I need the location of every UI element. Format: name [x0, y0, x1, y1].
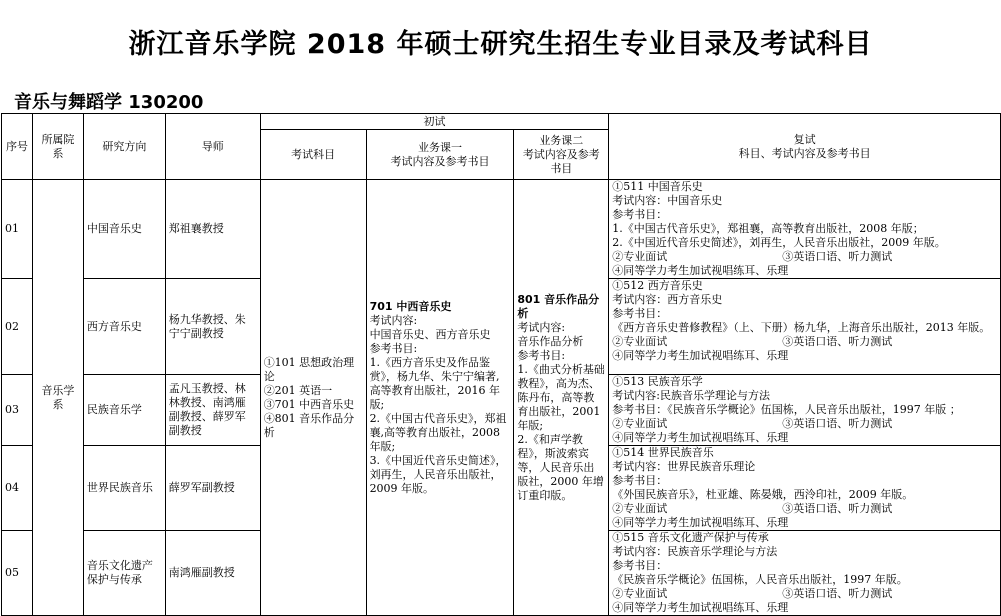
fushi-line: 考试内容:民族音乐学理论与方法: [612, 389, 770, 402]
header-dept: 所属院系: [32, 114, 83, 180]
fushi-line: 参考书目：《民族音乐学概论》伍国栋，人民音乐出版社，1997 年版 ；: [612, 403, 961, 416]
page-title: 浙江音乐学院 2018 年硕士研究生招生专业目录及考试科目: [128, 29, 873, 60]
fushi-line: ①513 民族音乐学: [612, 375, 703, 388]
fushi-line: 考试内容：世界民族音乐理论: [612, 460, 756, 473]
header-subjects: 考试科目: [260, 130, 366, 180]
fushi-line: 1.《中国古代音乐史》，郑祖襄，高等教育出版社，2008 年版；: [612, 222, 924, 235]
fushi-oral: ②专业面试: [612, 587, 668, 600]
course1-title: 701 中西音乐史: [369, 299, 452, 313]
row-advisor: 郑祖襄教授: [165, 180, 260, 279]
row-advisor: 杨九华教授、朱宁宁副教授: [165, 279, 260, 375]
fushi-line: ①514 世界民族音乐: [612, 446, 714, 459]
course1-body: 考试内容: 中国音乐史、西方音乐史 参考书目: 1.《西方音乐史及作品鉴赏》，杨九华、朱宁宁编著,高等教育出版社，2016 年版; 2.《中国古代音乐史》，郑祖襄,高等教育出版社，2008 年版; 3.《中国近代音乐史简述》，刘再生，人民音乐出版社，2009 年版。: [369, 313, 507, 495]
fushi-oral: ②专业面试: [612, 502, 668, 515]
row-fushi: [609, 531, 1001, 616]
row-fushi: [609, 279, 1001, 375]
fushi-line: 《西方音乐史普修教程》（上、下册）杨九华，上海音乐出版社，2013 年版。: [612, 321, 991, 334]
fushi-line: ④同等学力考生加试视唱练耳、乐理: [612, 516, 789, 529]
fushi-oral: ②专业面试: [612, 417, 668, 430]
row-direction: 中国音乐史: [83, 180, 165, 279]
header-fushi: 复试 科目、考试内容及参考书目: [609, 114, 1001, 180]
row-seq: 03: [2, 375, 33, 446]
fushi-line: 参考书目：: [612, 474, 668, 487]
fushi-line: 考试内容：中国音乐史: [612, 194, 723, 207]
row-seq: 01: [2, 180, 33, 279]
fushi-line: ④同等学力考生加试视唱练耳、乐理: [612, 264, 789, 277]
fushi-line: ①515 音乐文化遗产保护与传承: [612, 531, 769, 544]
header-seq: 序号: [2, 114, 33, 180]
fushi-line: ④同等学力考生加试视唱练耳、乐理: [612, 431, 789, 444]
course2-body: 考试内容: 音乐作品分析 参考书目: 1.《曲式分析基础教程》，高为杰、陈丹布，高等教育出版社，2001 年版; 2.《和声学教程》，斯波索宾等，人民音乐出版社，2000 年增订重印版。: [517, 320, 605, 502]
row-seq: 04: [2, 446, 33, 531]
table-row: [2, 180, 1001, 279]
fushi-line: 考试内容：西方音乐史: [612, 293, 723, 306]
fushi-line: 参考书目：: [612, 559, 668, 572]
row-direction: 音乐文化遗产保护与传承: [83, 531, 165, 616]
fushi-english: ③英语口语、听力测试: [782, 250, 893, 263]
row-direction: 世界民族音乐: [83, 446, 165, 531]
header-course2: 业务课二 考试内容及参考书目: [514, 130, 609, 180]
fushi-oral: ②专业面试: [612, 250, 668, 263]
fushi-oral: ②专业面试: [612, 335, 668, 348]
course2-title: 801 音乐作品分析: [517, 292, 600, 320]
fushi-line: 《民族音乐学概论》伍国栋，人民音乐出版社，1997 年版。: [612, 573, 908, 586]
exam-subjects-cell: ①101 思想政治理论 ②201 英语一 ③701 中西音乐史 ④801 音乐作品分析: [260, 180, 366, 616]
fushi-line: 参考书目：: [612, 307, 668, 320]
header-chushi: 初试: [260, 114, 609, 130]
fushi-line: ④同等学力考生加试视唱练耳、乐理: [612, 349, 789, 362]
row-fushi: [609, 446, 1001, 531]
row-advisor: 南鸿雁副教授: [165, 531, 260, 616]
fushi-line: 参考书目：: [612, 208, 668, 221]
major-heading: 音乐与舞蹈学 130200: [14, 92, 204, 113]
fushi-english: ③英语口语、听力测试: [782, 587, 893, 600]
fushi-english: ③英语口语、听力测试: [782, 502, 893, 515]
course1-cell: [366, 180, 514, 616]
row-advisor: 薛罗军副教授: [165, 446, 260, 531]
department-cell: 音乐学系: [32, 180, 83, 616]
row-direction: 民族音乐学: [83, 375, 165, 446]
fushi-line: 考试内容：民族音乐学理论与方法: [612, 545, 778, 558]
row-seq: 05: [2, 531, 33, 616]
header-row-1: [2, 114, 1001, 130]
fushi-line: ④同等学力考生加试视唱练耳、乐理: [612, 601, 789, 614]
fushi-line: ①511 中国音乐史: [612, 180, 703, 193]
fushi-english: ③英语口语、听力测试: [782, 335, 893, 348]
fushi-line: ①512 西方音乐史: [612, 279, 703, 292]
row-fushi: [609, 375, 1001, 446]
catalog-table: [1, 113, 1001, 616]
fushi-english: ③英语口语、听力测试: [782, 417, 893, 430]
header-advisor: 导师: [165, 114, 260, 180]
row-seq: 02: [2, 279, 33, 375]
row-fushi: [609, 180, 1001, 279]
row-advisor: 孟凡玉教授、林林教授、南鸿雁副教授、薛罗军副教授: [165, 375, 260, 446]
fushi-line: 《外国民族音乐》，杜亚雄、陈晏娥，西泠印社，2009 年版。: [612, 488, 914, 501]
course2-cell: [514, 180, 609, 616]
row-direction: 西方音乐史: [83, 279, 165, 375]
fushi-line: 2.《中国近代音乐史简述》，刘再生，人民音乐出版社，2009 年版。: [612, 236, 946, 249]
header-direction: 研究方向: [83, 114, 165, 180]
header-course1: 业务课一 考试内容及参考书目: [366, 130, 514, 180]
